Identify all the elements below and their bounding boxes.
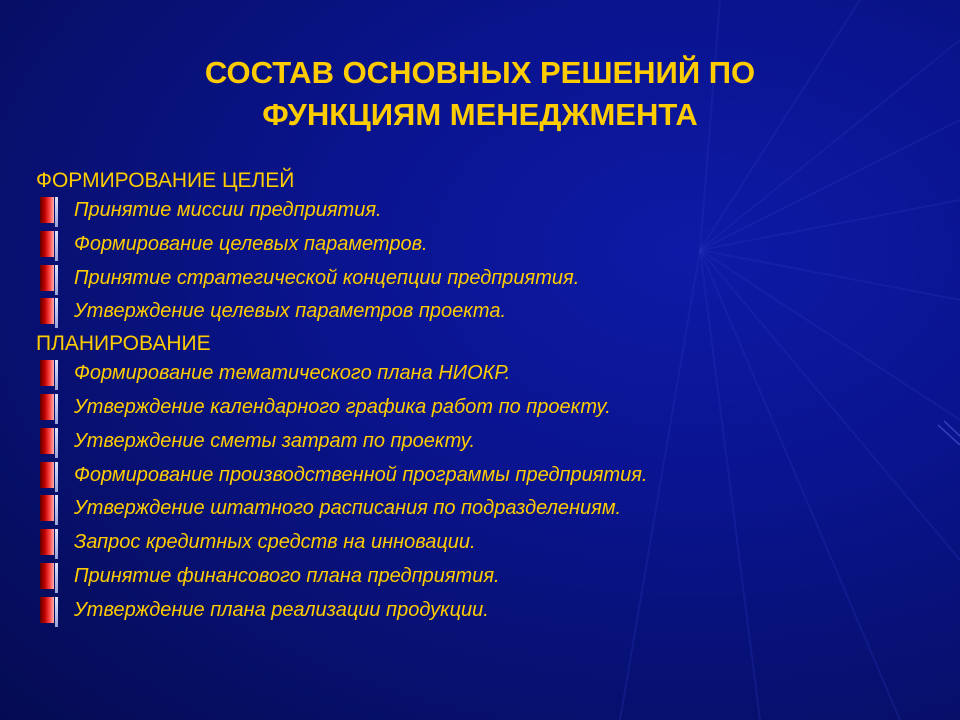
list-item-text: Формирование целевых параметров. — [74, 232, 428, 255]
bullet-marker — [40, 495, 54, 521]
bullet-marker — [40, 298, 54, 324]
list-item — [36, 493, 936, 527]
list-item — [36, 460, 936, 494]
list-item-text: Формирование производственной программы предприятия. — [74, 463, 648, 486]
list-item-text: Запрос кредитных средств на инновации. — [74, 531, 476, 554]
bullet-marker — [40, 529, 54, 555]
list-item-text: Утверждение сметы затрат по проекту. — [74, 429, 476, 452]
list-item — [36, 296, 936, 330]
bullet-marker — [40, 231, 54, 257]
list-item — [36, 263, 936, 297]
bullet-marker — [40, 360, 54, 386]
list-item-text: Утверждение календарного графика работ по проекту. — [74, 395, 611, 418]
bullet-marker — [40, 428, 54, 454]
list-item-text: Утверждение штатного расписания по подразделениям. — [74, 497, 622, 520]
list-item-text: Принятие миссии предприятия. — [74, 199, 382, 221]
list-item — [36, 392, 936, 426]
list-item — [36, 561, 936, 595]
section-title: ФОРМИРОВАНИЕ ЦЕЛЕЙ — [36, 169, 295, 192]
list-item-text: Принятие финансового плана предприятия. — [74, 564, 500, 587]
content-list — [36, 167, 936, 629]
bullet-marker — [40, 197, 54, 223]
list-item — [36, 527, 936, 561]
section-title: ПЛАНИРОВАНИЕ — [36, 332, 211, 356]
list-item-text: Утверждение плана реализации продукции. — [74, 598, 489, 621]
title-line-1: СОСТАВ ОСНОВНЫХ РЕШЕНИЙ ПО — [204, 55, 756, 90]
bullet-marker — [40, 265, 54, 291]
list-item-text: Принятие стратегической концепции предприятия. — [74, 266, 580, 289]
list-item — [36, 358, 936, 392]
list-item-text: Формирование тематического плана НИОКР. — [74, 362, 511, 385]
bullet-marker — [40, 394, 54, 420]
bullet-marker — [40, 563, 54, 589]
title-line-2: ФУНКЦИЯМ МЕНЕДЖМЕНТА — [262, 97, 698, 132]
list-item — [36, 426, 936, 460]
list-item — [36, 595, 936, 629]
list-item — [36, 195, 936, 229]
bullet-marker — [40, 462, 54, 488]
slide-title — [90, 52, 870, 136]
list-item — [36, 229, 936, 263]
bullet-marker — [40, 597, 54, 623]
list-item-text: Утверждение целевых параметров проекта. — [74, 300, 507, 323]
